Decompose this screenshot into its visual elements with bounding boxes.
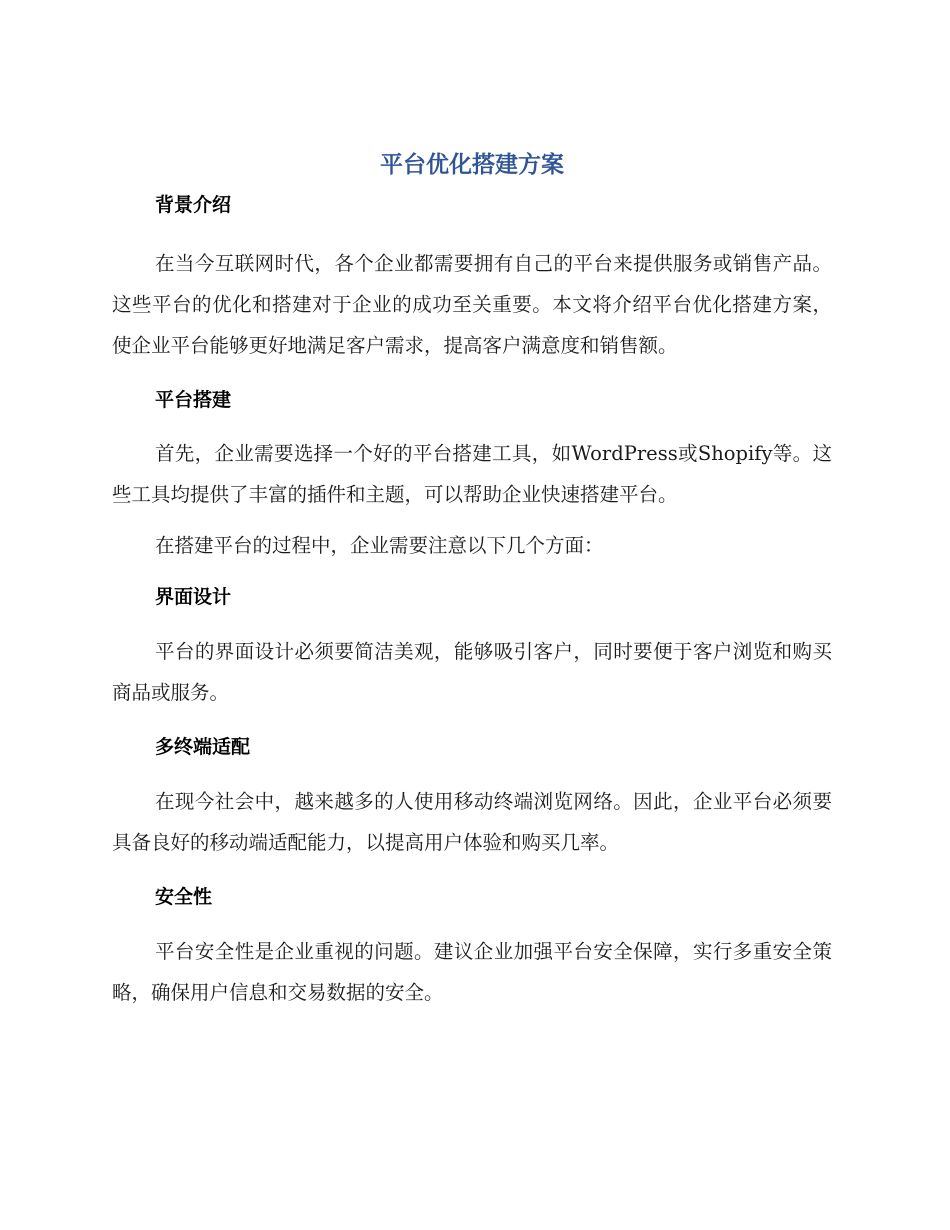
section-heading-multi-device: 多终端适配	[155, 736, 251, 758]
paragraph-platform-aspects: 在搭建平台的过程中，企业需要注意以下几个方面：	[155, 534, 604, 557]
paragraph-multi-device: 在现今社会中，越来越多的人使用移动终端浏览网络。因此，企业平台必须要具备良好的移动端适配能力，以提高用户体验和购买几率。	[112, 790, 832, 854]
document-title: 平台优化搭建方案	[380, 152, 564, 178]
paragraph-interface-design: 平台的界面设计必须要简洁美观，能够吸引客户，同时要便于客户浏览和购买商品或服务。	[112, 640, 832, 704]
section-heading-background: 背景介绍	[155, 194, 232, 216]
document-body	[112, 143, 832, 1013]
section-heading-security: 安全性	[155, 886, 213, 908]
paragraph-security: 平台安全性是企业重视的问题。建议企业加强平台安全保障，实行多重安全策略，确保用户信息和交易数据的安全。	[112, 940, 832, 1004]
paragraph-background: 在当今互联网时代，各个企业都需要拥有自己的平台来提供服务或销售产品。这些平台的优化和搭建对于企业的成功至关重要。本文将介绍平台优化搭建方案，使企业平台能够更好地满足客户需求，提高客户满意度和销售额。	[112, 252, 832, 357]
paragraph-platform-tools: 首先，企业需要选择一个好的平台搭建工具，如WordPress或Shopify等。这些工具均提供了丰富的插件和主题，可以帮助企业快速搭建平台。	[112, 442, 832, 506]
section-heading-platform-build: 平台搭建	[155, 389, 232, 411]
section-heading-interface-design: 界面设计	[155, 586, 232, 608]
